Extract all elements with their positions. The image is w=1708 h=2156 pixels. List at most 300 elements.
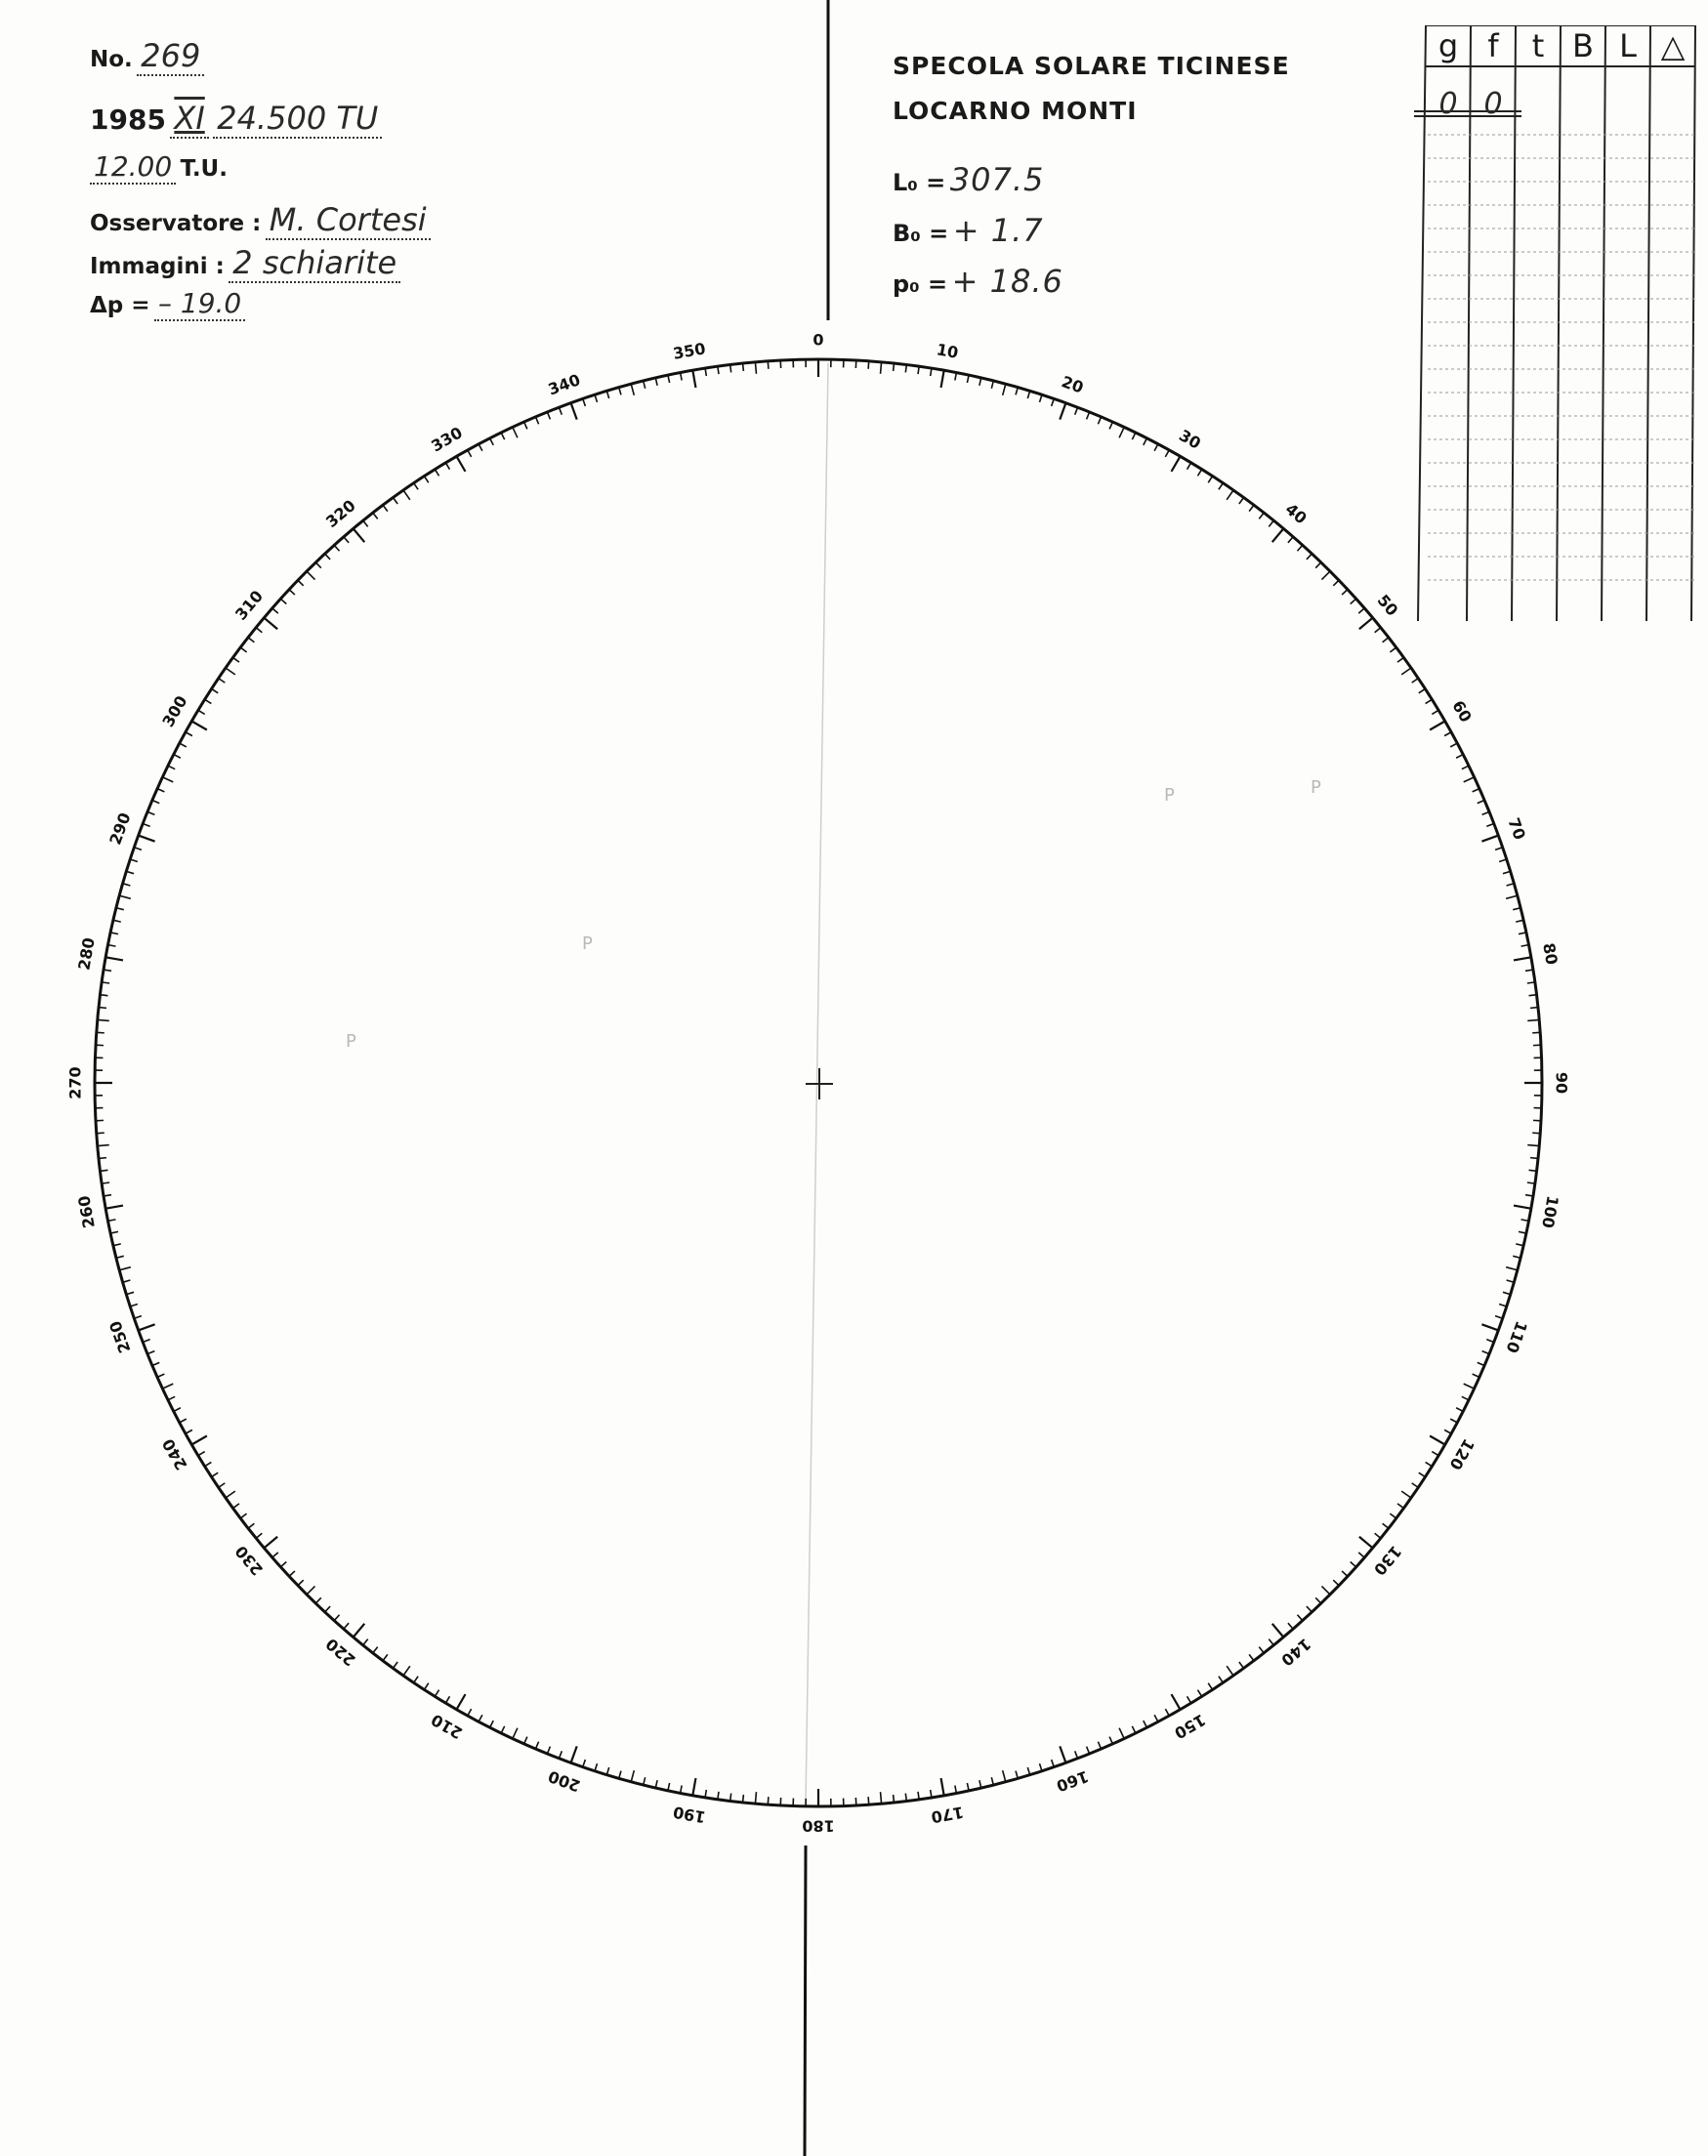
- observer-label: Osservatore :: [90, 211, 262, 236]
- degree-tick-51: [1375, 628, 1381, 633]
- degree-tick-5: [881, 362, 882, 374]
- degree-tick-166: [991, 1777, 993, 1785]
- degree-tick-356: [768, 361, 769, 369]
- grid-header-delta: △: [1660, 27, 1686, 64]
- degree-tick-308: [248, 638, 254, 643]
- degree-tick-96: [1530, 1158, 1538, 1159]
- degree-tick-107: [1503, 1292, 1511, 1294]
- degree-tick-234: [233, 1504, 239, 1509]
- degree-tick-231: [256, 1533, 262, 1538]
- delta-p-value: – 19.0: [154, 287, 245, 321]
- degree-tick-229: [272, 1553, 278, 1557]
- degree-tick-126: [1397, 1504, 1403, 1509]
- degree-tick-82: [1527, 982, 1535, 983]
- degree-tick-32: [1197, 470, 1201, 477]
- degree-tick-52: [1383, 638, 1389, 643]
- degree-tick-211: [445, 1696, 449, 1703]
- degree-tick-137: [1307, 1606, 1312, 1612]
- degree-tick-31: [1187, 463, 1191, 470]
- degree-tick-280: [105, 957, 123, 960]
- degree-tick-304: [219, 679, 226, 683]
- observatory-name: SPECOLA SOLARE TICINESE: [893, 52, 1290, 80]
- degree-tick-83: [1529, 995, 1537, 996]
- degree-tick-21: [1075, 407, 1078, 414]
- degree-tick-40: [1272, 528, 1284, 542]
- faint-mark-2: P: [1311, 777, 1321, 798]
- degree-label-120: 120: [1445, 1435, 1479, 1473]
- degree-tick-212: [435, 1690, 438, 1697]
- degree-tick-274: [97, 1032, 104, 1033]
- degree-tick-185: [755, 1792, 756, 1804]
- degree-label-180: 180: [802, 1816, 835, 1836]
- degree-tick-175: [881, 1792, 882, 1804]
- degree-tick-323: [383, 505, 388, 511]
- degree-tick-30: [1172, 456, 1181, 472]
- degree-tick-47: [1342, 590, 1348, 595]
- degree-tick-262: [102, 1182, 109, 1183]
- degree-tick-291: [143, 823, 149, 826]
- degree-tick-150: [1172, 1694, 1181, 1710]
- degree-label-230: 230: [231, 1542, 268, 1580]
- degree-tick-46: [1333, 580, 1339, 586]
- degree-tick-201: [559, 1751, 562, 1758]
- degree-tick-325: [403, 490, 410, 500]
- degree-label-0: 0: [812, 330, 824, 350]
- degree-tick-55: [1401, 668, 1411, 675]
- degree-tick-73: [1503, 871, 1511, 873]
- degree-tick-334: [501, 433, 505, 439]
- date-year: 1985: [90, 104, 166, 136]
- degree-tick-312: [280, 599, 286, 603]
- grid-value-f: 0: [1483, 86, 1503, 121]
- degree-tick-302: [205, 699, 212, 703]
- degree-label-250: 250: [105, 1318, 135, 1356]
- degree-tick-163: [1027, 1767, 1029, 1775]
- degree-tick-292: [147, 811, 154, 814]
- degree-tick-226: [298, 1580, 304, 1586]
- degree-tick-203: [535, 1742, 538, 1749]
- degree-tick-228: [280, 1561, 286, 1566]
- degree-tick-225: [307, 1586, 314, 1594]
- degree-tick-172: [918, 1792, 919, 1800]
- degree-tick-346: [644, 381, 646, 389]
- degree-tick-41: [1288, 537, 1293, 543]
- degree-tick-320: [354, 528, 365, 542]
- degree-label-240: 240: [158, 1435, 191, 1473]
- degree-tick-20: [1060, 403, 1065, 420]
- degree-tick-242: [180, 1419, 187, 1423]
- degree-tick-338: [547, 412, 550, 419]
- degree-tick-217: [383, 1654, 388, 1660]
- degree-label-80: 80: [1539, 941, 1562, 967]
- degree-tick-42: [1297, 545, 1302, 551]
- degree-tick-236: [219, 1483, 226, 1487]
- degree-tick-63: [1456, 755, 1463, 759]
- degree-tick-61: [1444, 732, 1451, 736]
- degree-label-10: 10: [935, 340, 960, 362]
- degree-tick-278: [102, 982, 109, 983]
- degree-tick-214: [414, 1677, 418, 1683]
- degree-tick-17: [1027, 391, 1029, 398]
- grid-header-B: B: [1572, 27, 1594, 64]
- degree-tick-306: [233, 657, 239, 662]
- degree-tick-313: [289, 590, 295, 595]
- degree-tick-104: [1513, 1256, 1521, 1258]
- degree-tick-233: [240, 1513, 246, 1518]
- degree-label-300: 300: [158, 692, 191, 730]
- degree-tick-290: [139, 836, 155, 842]
- time-unit: T.U.: [180, 156, 228, 182]
- degree-tick-206: [501, 1726, 505, 1733]
- degree-tick-149: [1187, 1696, 1191, 1703]
- degree-tick-330: [457, 456, 466, 472]
- degree-tick-195: [631, 1770, 634, 1782]
- degree-tick-127: [1390, 1513, 1396, 1518]
- degree-tick-285: [119, 895, 131, 898]
- degree-tick-216: [393, 1662, 397, 1668]
- P0-label: p₀ =: [893, 270, 948, 298]
- degree-tick-131: [1358, 1553, 1364, 1557]
- time-value: 12.00: [90, 150, 176, 185]
- degree-label-30: 30: [1176, 426, 1204, 453]
- degree-tick-339: [559, 407, 562, 414]
- degree-tick-317: [325, 554, 330, 560]
- degree-tick-121: [1432, 1452, 1438, 1456]
- degree-tick-284: [116, 908, 124, 910]
- degree-tick-24: [1109, 422, 1112, 429]
- degree-tick-207: [490, 1721, 494, 1727]
- degree-tick-237: [212, 1472, 219, 1476]
- degree-tick-293: [152, 800, 159, 803]
- degree-tick-34: [1219, 483, 1223, 490]
- degree-label-220: 220: [321, 1634, 359, 1670]
- degree-tick-129: [1375, 1533, 1381, 1538]
- degree-tick-65: [1464, 777, 1475, 782]
- degree-tick-174: [894, 1795, 895, 1803]
- degree-tick-321: [363, 520, 368, 526]
- degree-tick-22: [1087, 412, 1090, 419]
- degree-label-110: 110: [1502, 1318, 1531, 1356]
- degree-tick-154: [1132, 1726, 1136, 1733]
- degree-tick-303: [212, 688, 219, 692]
- degree-tick-318: [334, 545, 339, 551]
- degree-tick-84: [1530, 1008, 1538, 1009]
- degree-tick-326: [414, 483, 418, 490]
- degree-tick-256: [116, 1256, 124, 1258]
- degree-tick-64: [1462, 766, 1469, 769]
- degree-tick-286: [123, 884, 131, 886]
- degree-tick-297: [174, 755, 181, 759]
- degree-tick-332: [479, 444, 482, 451]
- degree-tick-143: [1249, 1654, 1254, 1660]
- degree-tick-53: [1390, 647, 1396, 652]
- degree-label-50: 50: [1373, 591, 1402, 620]
- degree-tick-59: [1432, 710, 1438, 714]
- degree-tick-142: [1259, 1647, 1264, 1653]
- degree-tick-235: [226, 1491, 235, 1498]
- degree-tick-266: [97, 1133, 104, 1134]
- degree-tick-80: [1514, 957, 1531, 960]
- degree-tick-4: [868, 361, 869, 369]
- degree-tick-255: [119, 1267, 131, 1270]
- degree-label-200: 200: [545, 1766, 583, 1796]
- degree-tick-224: [315, 1597, 321, 1603]
- degree-tick-305: [226, 668, 235, 675]
- degree-tick-23: [1098, 417, 1101, 424]
- grid-header-L: L: [1619, 27, 1637, 64]
- degree-tick-300: [191, 722, 207, 730]
- degree-tick-115: [1464, 1384, 1475, 1389]
- L0-label: L₀ =: [893, 169, 946, 196]
- degree-tick-232: [248, 1523, 254, 1528]
- degree-tick-194: [644, 1777, 646, 1785]
- degree-tick-246: [157, 1374, 164, 1377]
- degree-tick-123: [1419, 1472, 1426, 1476]
- degree-tick-122: [1426, 1462, 1433, 1466]
- degree-label-170: 170: [930, 1803, 966, 1827]
- disk-center-cross: [806, 1068, 833, 1099]
- degree-tick-337: [535, 417, 538, 424]
- degree-tick-125: [1401, 1491, 1411, 1498]
- degree-tick-145: [1227, 1666, 1233, 1676]
- degree-tick-344: [619, 388, 621, 395]
- degree-tick-249: [143, 1340, 149, 1343]
- grid-header-t: t: [1531, 27, 1545, 64]
- degree-tick-148: [1197, 1690, 1201, 1697]
- degree-tick-200: [571, 1746, 577, 1762]
- degree-tick-331: [468, 450, 472, 457]
- degree-tick-239: [198, 1452, 205, 1456]
- degree-tick-6: [894, 363, 895, 371]
- grid-value-g: 0: [1438, 86, 1458, 121]
- degree-tick-204: [524, 1737, 527, 1744]
- degree-tick-315: [307, 571, 314, 579]
- degree-label-210: 210: [428, 1710, 466, 1743]
- degree-tick-353: [730, 365, 731, 373]
- degree-tick-100: [1514, 1206, 1531, 1209]
- degree-tick-295: [162, 777, 173, 782]
- degree-tick-221: [344, 1623, 349, 1629]
- degree-tick-7: [905, 365, 906, 373]
- degree-tick-27: [1144, 438, 1147, 445]
- degree-tick-187: [730, 1794, 731, 1802]
- degree-tick-219: [363, 1639, 368, 1645]
- faint-mark-3: P: [582, 933, 593, 954]
- grid-header-g: g: [1437, 27, 1459, 64]
- grid-header-f: f: [1487, 27, 1499, 64]
- degree-tick-160: [1060, 1746, 1065, 1762]
- degree-tick-113: [1478, 1362, 1484, 1365]
- degree-tick-223: [325, 1606, 330, 1612]
- degree-tick-333: [490, 438, 494, 445]
- degree-tick-110: [1481, 1324, 1498, 1330]
- degree-tick-328: [435, 470, 438, 477]
- degree-label-320: 320: [321, 496, 359, 532]
- degree-tick-355: [755, 362, 756, 374]
- degree-tick-230: [264, 1537, 277, 1549]
- degree-label-290: 290: [105, 809, 135, 848]
- L0-value: 307.5: [949, 161, 1045, 198]
- degree-label-70: 70: [1504, 815, 1529, 843]
- degree-tick-130: [1359, 1537, 1373, 1549]
- degree-tick-135: [1321, 1586, 1329, 1594]
- degree-tick-243: [174, 1408, 181, 1412]
- degree-tick-335: [513, 427, 518, 437]
- degree-tick-141: [1269, 1639, 1273, 1645]
- degree-label-340: 340: [545, 370, 583, 399]
- degree-tick-250: [139, 1324, 155, 1330]
- degree-tick-117: [1456, 1408, 1463, 1412]
- images-value: 2 schiarite: [229, 244, 400, 283]
- degree-tick-152: [1154, 1715, 1158, 1721]
- P0-value: + 18.6: [951, 263, 1063, 300]
- degree-tick-301: [198, 710, 205, 714]
- degree-tick-14: [991, 381, 993, 389]
- degree-tick-188: [718, 1792, 719, 1800]
- degree-tick-139: [1288, 1623, 1293, 1629]
- degree-tick-263: [101, 1170, 108, 1171]
- degree-tick-120: [1430, 1436, 1445, 1445]
- degree-tick-215: [403, 1666, 410, 1676]
- degree-tick-287: [126, 871, 134, 873]
- degree-tick-111: [1486, 1340, 1493, 1343]
- degree-label-330: 330: [428, 423, 466, 456]
- degree-tick-68: [1482, 811, 1489, 814]
- degree-tick-153: [1144, 1721, 1147, 1727]
- degree-tick-155: [1119, 1728, 1124, 1739]
- degree-tick-170: [941, 1778, 944, 1796]
- degree-tick-28: [1154, 444, 1158, 451]
- degree-tick-25: [1119, 427, 1124, 437]
- degree-tick-311: [272, 608, 278, 613]
- degree-tick-244: [168, 1396, 175, 1400]
- faint-mark-1: P: [1164, 785, 1175, 806]
- degree-tick-116: [1462, 1396, 1469, 1400]
- date-month: XI: [170, 100, 208, 139]
- degree-tick-218: [373, 1647, 378, 1653]
- degree-label-270: 270: [65, 1066, 85, 1099]
- degree-tick-58: [1426, 699, 1433, 703]
- degree-label-160: 160: [1054, 1766, 1092, 1796]
- degree-tick-220: [354, 1624, 365, 1638]
- degree-tick-140: [1272, 1624, 1284, 1638]
- degree-tick-156: [1109, 1737, 1112, 1744]
- degree-tick-50: [1359, 618, 1373, 630]
- degree-tick-184: [768, 1797, 769, 1804]
- degree-tick-298: [180, 743, 187, 747]
- degree-tick-70: [1481, 836, 1498, 842]
- degree-tick-299: [186, 732, 192, 736]
- degree-tick-352: [718, 366, 719, 374]
- images-label: Immagini :: [90, 254, 225, 279]
- degree-label-260: 260: [74, 1194, 99, 1230]
- degree-label-150: 150: [1171, 1710, 1209, 1743]
- degree-tick-327: [424, 477, 428, 483]
- degree-tick-105: [1506, 1267, 1518, 1270]
- degree-label-60: 60: [1448, 697, 1476, 726]
- degree-label-90: 90: [1552, 1071, 1571, 1095]
- degree-tick-208: [479, 1715, 482, 1721]
- degree-tick-354: [743, 363, 744, 371]
- degree-tick-151: [1165, 1709, 1169, 1716]
- degree-tick-340: [571, 403, 577, 420]
- degree-tick-238: [205, 1462, 212, 1466]
- degree-tick-241: [186, 1430, 192, 1433]
- degree-tick-319: [344, 537, 349, 543]
- degree-tick-69: [1486, 823, 1493, 826]
- degree-tick-128: [1383, 1523, 1389, 1528]
- degree-tick-95: [1527, 1145, 1539, 1146]
- degree-tick-254: [123, 1280, 131, 1282]
- degree-tick-264: [99, 1158, 106, 1159]
- degree-tick-37: [1249, 505, 1254, 511]
- degree-tick-314: [298, 580, 304, 586]
- degree-tick-15: [1003, 384, 1006, 395]
- degree-tick-157: [1098, 1742, 1101, 1749]
- degree-tick-186: [743, 1795, 744, 1803]
- degree-tick-134: [1333, 1580, 1339, 1586]
- degree-tick-62: [1450, 743, 1457, 747]
- degree-tick-350: [692, 370, 695, 388]
- degree-label-100: 100: [1538, 1194, 1562, 1230]
- degree-tick-85: [1527, 1019, 1539, 1020]
- degree-tick-158: [1087, 1747, 1090, 1754]
- degree-tick-253: [126, 1292, 134, 1294]
- degree-tick-66: [1473, 789, 1479, 792]
- degree-tick-29: [1165, 450, 1169, 457]
- degree-tick-176: [868, 1797, 869, 1804]
- degree-tick-133: [1342, 1571, 1348, 1576]
- degree-tick-33: [1208, 477, 1212, 483]
- degree-tick-36: [1239, 498, 1244, 504]
- degree-tick-316: [315, 562, 321, 568]
- degree-tick-26: [1132, 433, 1136, 439]
- degree-tick-336: [524, 422, 527, 429]
- degree-tick-324: [393, 498, 397, 504]
- degree-tick-106: [1507, 1280, 1515, 1282]
- degree-label-20: 20: [1059, 372, 1086, 397]
- degree-tick-227: [289, 1571, 295, 1576]
- degree-tick-76: [1513, 908, 1521, 910]
- delta-p-label: Δp =: [90, 293, 150, 318]
- degree-tick-294: [157, 789, 164, 792]
- degree-tick-114: [1473, 1374, 1479, 1377]
- degree-tick-345: [631, 384, 634, 395]
- degree-tick-44: [1315, 562, 1321, 568]
- degree-tick-210: [457, 1694, 466, 1710]
- degree-tick-205: [513, 1728, 518, 1739]
- degree-tick-307: [240, 647, 246, 652]
- degree-tick-39: [1269, 520, 1273, 526]
- degree-tick-248: [147, 1351, 154, 1354]
- degree-tick-38: [1259, 513, 1264, 518]
- axis-line-bottom: [805, 1845, 806, 2156]
- degree-tick-10: [941, 370, 944, 388]
- degree-tick-8: [918, 366, 919, 374]
- degree-tick-97: [1529, 1170, 1537, 1171]
- faint-mark-4: P: [346, 1031, 356, 1052]
- degree-tick-173: [905, 1794, 906, 1802]
- degree-tick-197: [606, 1767, 608, 1775]
- degree-tick-124: [1412, 1483, 1419, 1487]
- degree-tick-112: [1482, 1351, 1489, 1354]
- degree-tick-164: [1016, 1771, 1018, 1779]
- degree-tick-202: [547, 1747, 550, 1754]
- B0-value: + 1.7: [952, 212, 1044, 249]
- degree-tick-48: [1351, 599, 1356, 603]
- degree-tick-245: [162, 1384, 173, 1389]
- degree-tick-86: [1532, 1032, 1540, 1033]
